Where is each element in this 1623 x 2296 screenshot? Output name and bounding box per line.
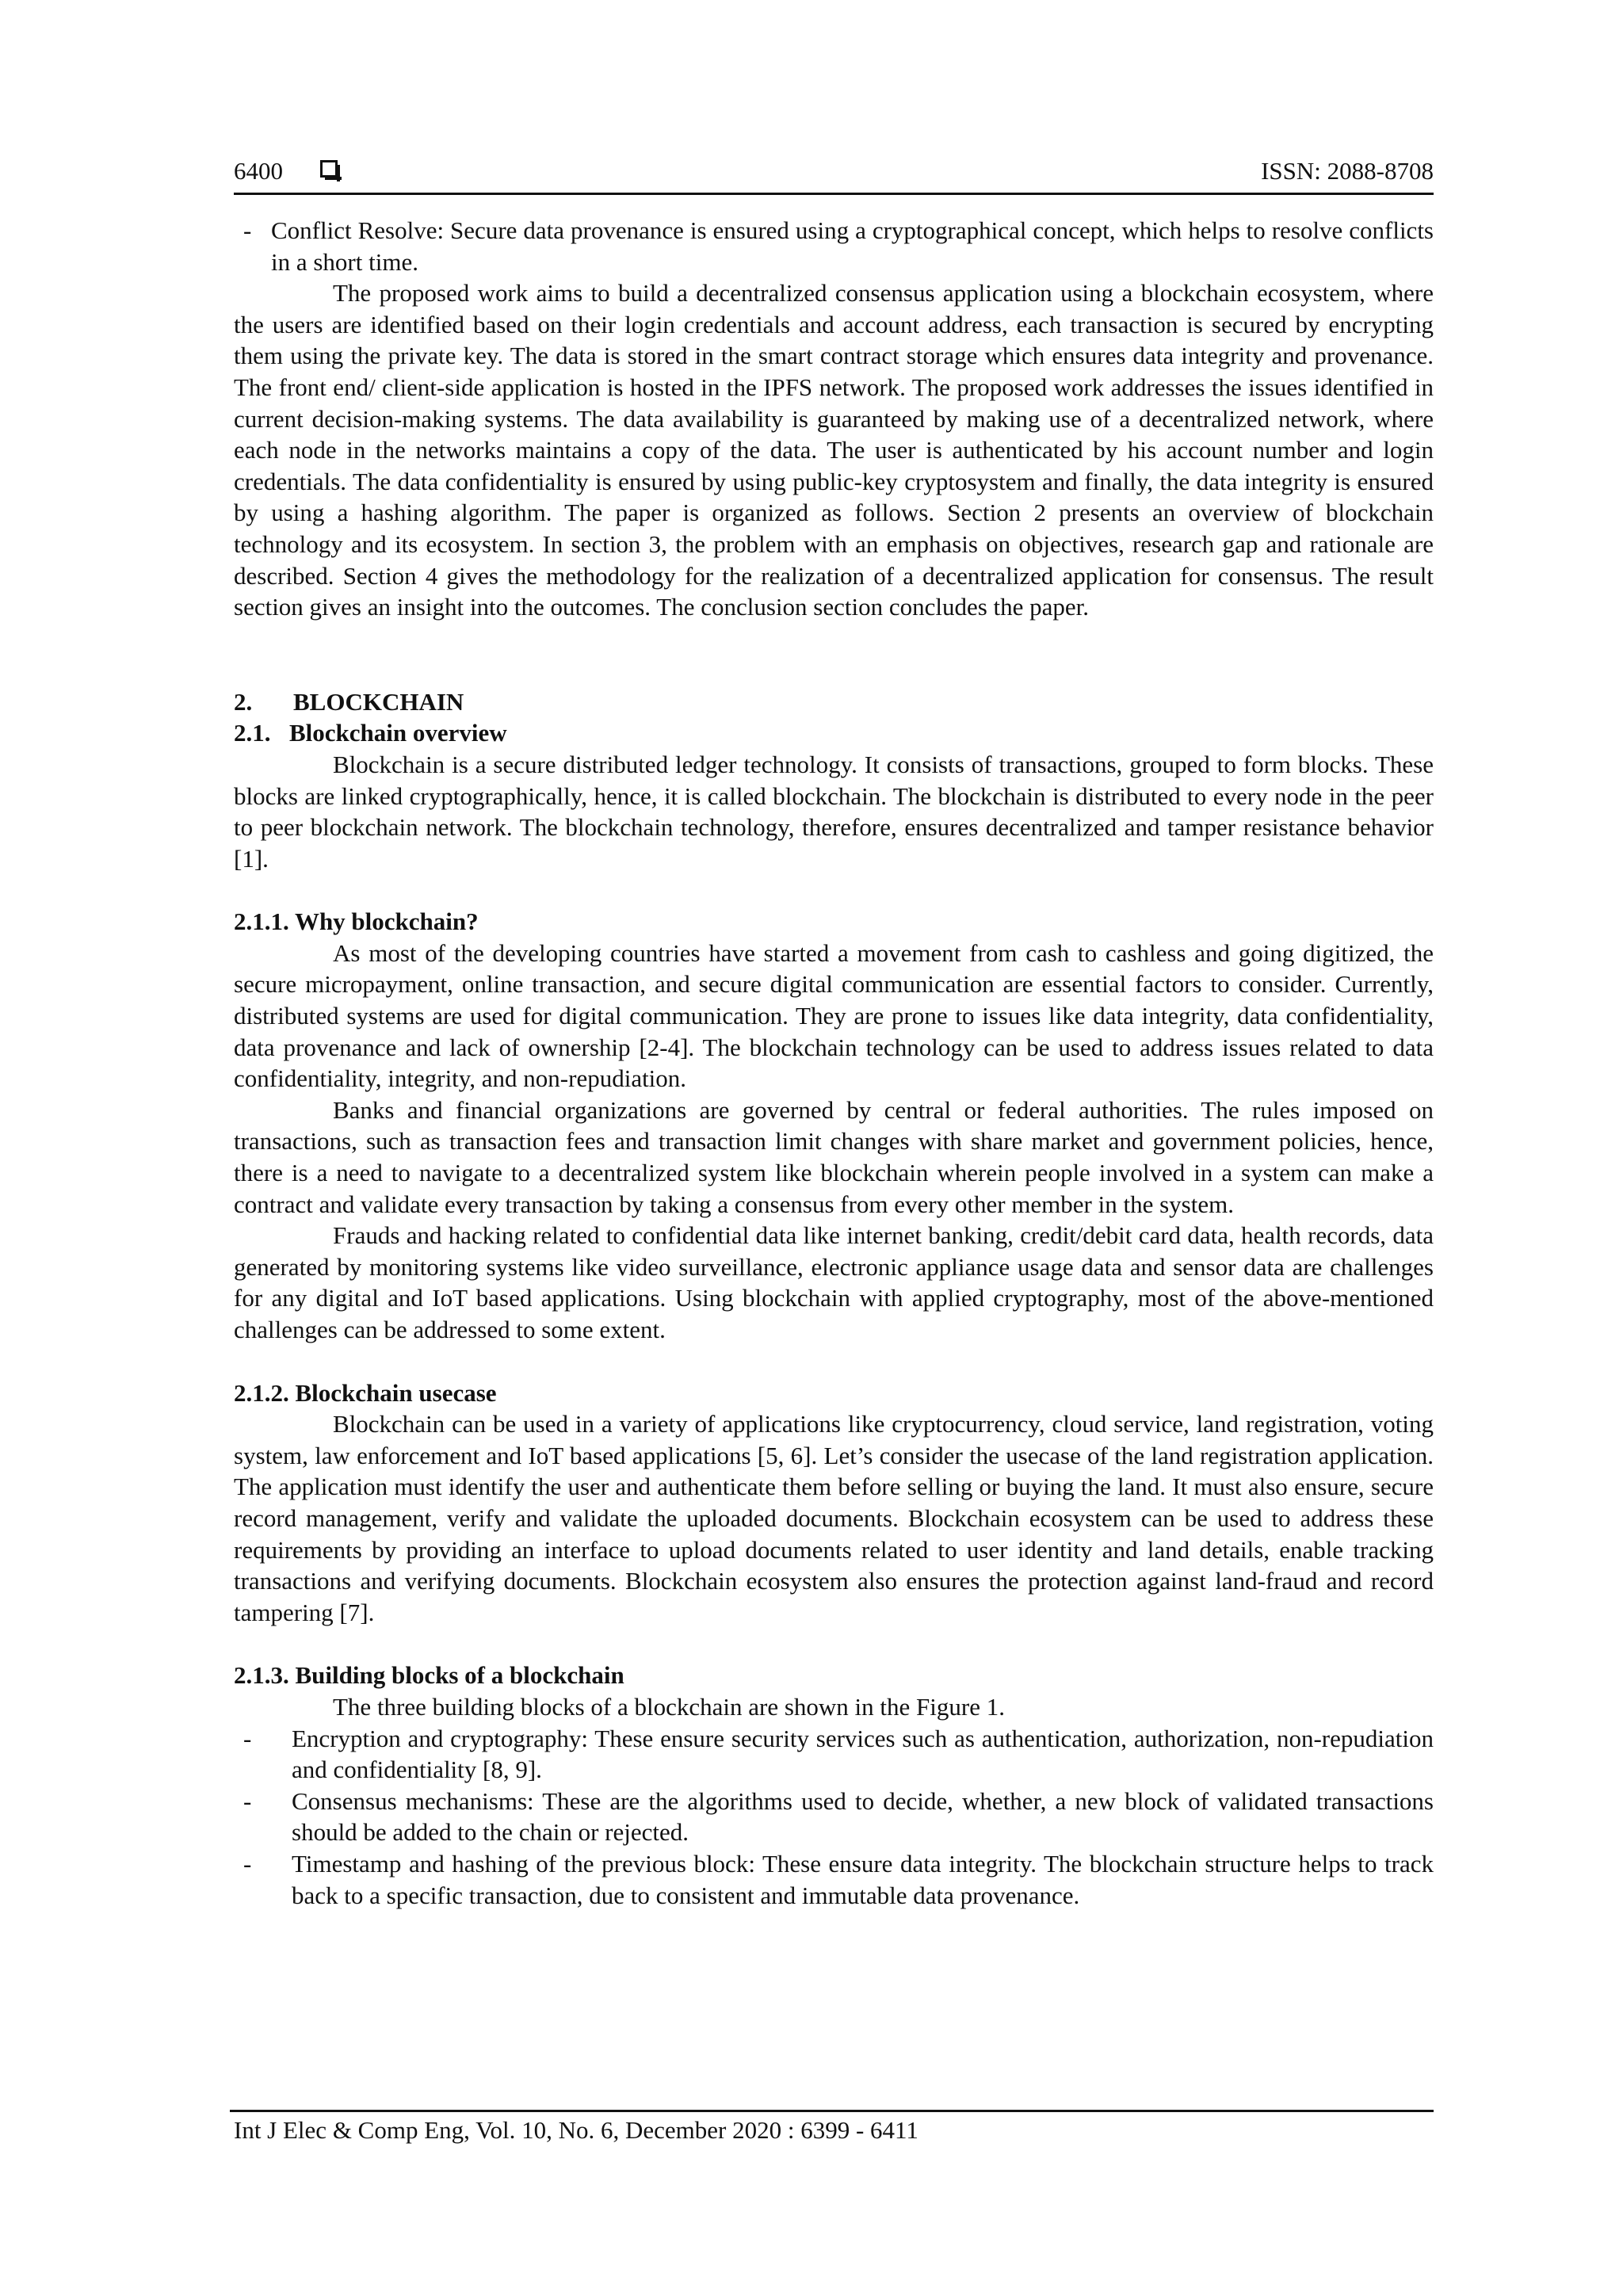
list-item-text: Consensus mechanisms: These are the algorithms used to decide, whether, a new block of validated transactions should be added to the chain or rejected. (292, 1786, 1434, 1847)
list-item-encryption (234, 1723, 1434, 1786)
why-paragraph-3: Frauds and hacking related to confidential data like internet banking, credit/debit card data, health records, data generated by monitoring systems like video surveillance, electronic appliance usage data and sensor data are challenges for any digital and IoT based applications. Using blockchain with applied cryptography, most of the above-mentioned challenges can be addressed to some extent. (234, 1221, 1434, 1343)
why-blockchain-heading: 2.1.1. Why blockchain? (234, 907, 479, 936)
usecase-paragraph: Blockchain can be used in a variety of applications like cryptocurrency, cloud service, land registration, voting system, law enforcement and IoT based applications [5, 6]. Let’s consider the usecase of the land registration application. The application must identify the user and authenticate them before selling or buying the land. It must also ensure, secure record management, verify and validate the uploaded documents. Blockchain ecosystem can be used to address these requirements by providing an interface to upload documents related to user identity and land details, enable tracking transactions and verifying documents. Blockchain ecosystem also ensures the protection against land-fraud and record tampering [7]. (234, 1410, 1434, 1626)
box-icon (320, 160, 338, 178)
page-number: 6400 (234, 157, 283, 185)
list-item-timestamp (234, 1848, 1434, 1911)
section-number: 2. (234, 687, 253, 716)
list-dash: - (243, 1724, 252, 1752)
subsection-number: 2.1. (234, 719, 271, 747)
usecase-heading: 2.1.2. Blockchain usecase (234, 1378, 497, 1407)
list-dash: - (243, 1786, 252, 1815)
footer-citation: Int J Elec & Comp Eng, Vol. 10, No. 6, December 2020 : 6399 - 6411 (234, 2116, 918, 2144)
list-item-text: Encryption and cryptography: These ensure security services such as authentication, authorization, non-repudiation and confidentiality [8, 9]. (292, 1724, 1434, 1784)
footer-rule (230, 2110, 1434, 2112)
why-paragraph-2: Banks and financial organizations are governed by central or federal authorities. The rules imposed on transactions, such as transaction fees and transaction limit changes with share market and government policies, hence, there is a need to navigate to a decentralized system like blockchain wherein people involved in a system can make a contract and validate every transaction by taking a consensus from every other member in the system. (234, 1095, 1434, 1218)
overview-paragraph: Blockchain is a secure distributed ledger technology. It consists of transactions, grouped to form blocks. These blocks are linked cryptographically, hence, it is called blockchain. The blockchain is distributed to every node in the peer to peer blockchain network. The blockchain technology, therefore, ensures decentralized and tamper resistance behavior [1]. (234, 750, 1434, 873)
list-item-text: Timestamp and hashing of the previous block: These ensure data integrity. The blockchain structure helps to track back to a specific transaction, due to consistent and immutable data provenance. (292, 1849, 1434, 1909)
subsection-title: Blockchain overview (289, 719, 507, 747)
issn-label: ISSN: 2088-8708 (1261, 157, 1434, 185)
building-blocks-intro: The three building blocks of a blockchain are shown in the Figure 1. (333, 1692, 1005, 1721)
list-item-consensus (234, 1786, 1434, 1848)
list-dash: - (243, 1849, 252, 1878)
section-title: BLOCKCHAIN (293, 687, 464, 716)
list-item-conflict-resolve (234, 215, 1434, 277)
building-blocks-heading: 2.1.3. Building blocks of a blockchain (234, 1661, 624, 1690)
body-content (234, 215, 1434, 1911)
intro-paragraph: The proposed work aims to build a decentralized consensus application using a blockchain ecosystem, where the users are identified based on their login credentials and account address, each transaction is secured by encrypting them using the private key. The data is stored in the smart contract storage which ensures data integrity and provenance. The front end/ client-side application is hosted in the IPFS network. The proposed work addresses the issues identified in current decision-making systems. The data availability is guaranteed by making use of a decentralized network, where each node in the networks maintains a copy of the data. The user is authenticated by his account number and login credentials. The data confidentiality is ensured by using public-key cryptosystem and finally, the data integrity is ensured by using a hashing algorithm. The paper is organized as follows. Section 2 presents an overview of blockchain technology and its ecosystem. In section 3, the problem with an emphasis on objectives, research gap and rationale are described. Section 4 gives the methodology for the realization of a decentralized application for consensus. The result section gives an insight into the outcomes. The conclusion section concludes the paper. (234, 279, 1434, 621)
header-rule (234, 193, 1434, 195)
list-item-text: Conflict Resolve: Secure data provenance is ensured using a cryptographical concept, which helps to resolve conflicts in a short time. (271, 216, 1434, 276)
why-paragraph-1: As most of the developing countries have started a movement from cash to cashless and going digitized, the secure micropayment, online transaction, and secure digital communication are essential factors to consider. Currently, distributed systems are used for digital communication. They are prone to issues like data integrity, data confidentiality, data provenance and lack of ownership [2-4]. The blockchain technology can be used to address issues related to data confidentiality, integrity, and non-repudiation. (234, 938, 1434, 1093)
section-heading (234, 686, 1434, 718)
running-header (234, 155, 1434, 190)
subsection-heading (234, 717, 1434, 749)
list-dash: - (243, 216, 252, 244)
